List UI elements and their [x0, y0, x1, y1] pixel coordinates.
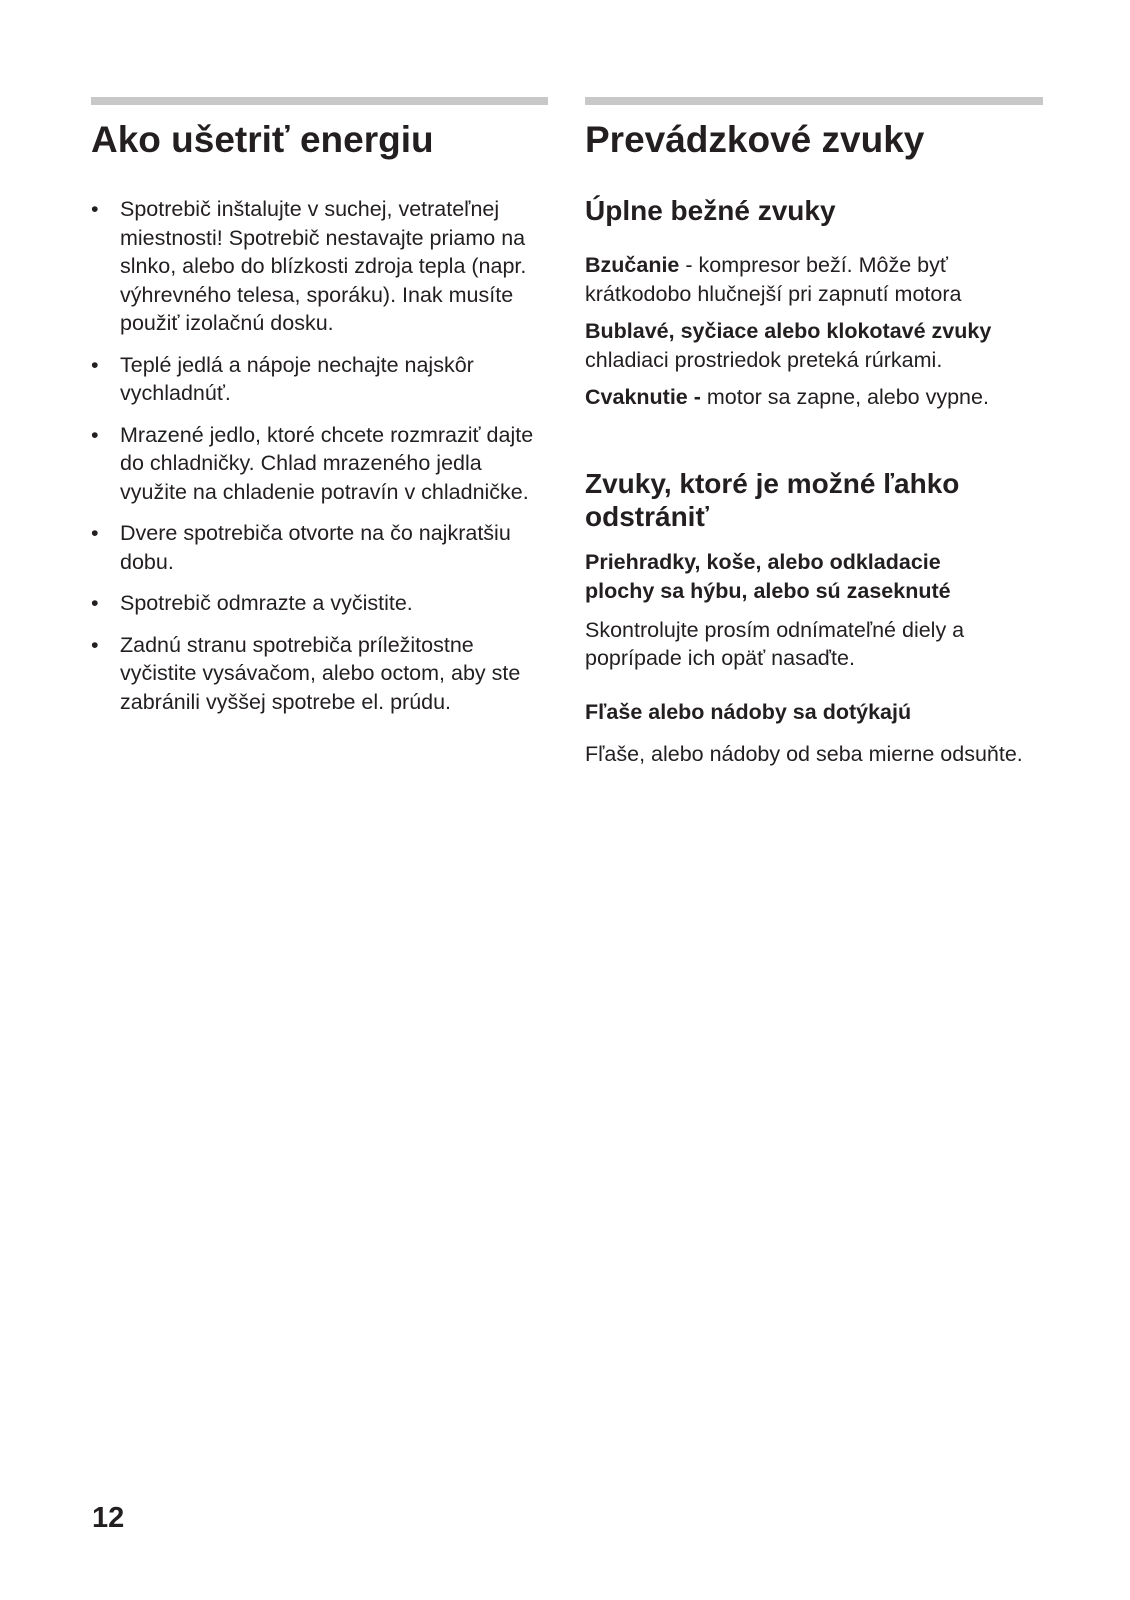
entry-text: - kompresor beží. Môže byť krátkodobo hlučnejší pri zapnutí motora [585, 253, 962, 306]
bullet-icon: • [91, 632, 99, 657]
list-item [91, 631, 548, 717]
subheading-line: odstrániť [585, 500, 709, 532]
entry-text: chladiaci prostriedok preteká rúrkami. [585, 347, 943, 372]
list-item-text: Spotrebič inštalujte v suchej, vetrateľnej miestnosti! Spotrebič nestavajte priamo na slnko, alebo do blízkosti zdroja tepla (napr. výhrevného telesa, sporáku). Inak musíte použiť izolačnú dosku. [120, 197, 527, 335]
subheading-normal-noises: Úplne bežné zvuky [585, 195, 836, 226]
entry-term: Bzučanie [585, 253, 680, 277]
bullet-icon: • [91, 352, 99, 377]
list-item-text: Dvere spotrebiča otvorte na čo najkratšiu dobu. [120, 521, 511, 574]
list-item [91, 519, 548, 576]
list-item [91, 351, 548, 408]
noise-entry-clicking [585, 383, 1043, 412]
item-heading-line: plochy sa hýbu, alebo sú zaseknuté [585, 578, 951, 603]
list-item [91, 421, 548, 507]
page-number: 12 [92, 1502, 125, 1534]
item-text-shelves: Skontrolujte prosím odnímateľné diely a poprípade ich opäť nasaďte. [585, 617, 965, 670]
subheading-line: Zvuky, ktoré je možné ľahko [585, 467, 960, 499]
section-rule [585, 97, 1043, 105]
noise-entry-buzzing [585, 251, 1043, 308]
list-item [91, 195, 548, 338]
left-column [91, 97, 548, 729]
bullet-icon: • [91, 422, 99, 447]
section-title-noises: Prevádzkové zvuky [585, 119, 925, 160]
entry-term: Cvaknutie - [585, 385, 707, 409]
list-item-text: Spotrebič odmrazte a vyčistite. [120, 591, 413, 615]
item-text-bottles: Fľaše, alebo nádoby od seba mierne odsuňte. [585, 741, 1023, 766]
entry-term: Bublavé, syčiace alebo klokotavé zvuky [585, 319, 992, 343]
right-column [585, 97, 1043, 768]
section-title-energy: Ako ušetriť energiu [91, 119, 434, 160]
energy-tips-list [91, 195, 548, 716]
bullet-icon: • [91, 591, 99, 615]
list-item-text: Zadnú stranu spotrebiča príležitostne vyčistite vysávačom, alebo octom, aby ste zabránili vyššej spotrebe el. prúdu. [120, 632, 521, 714]
item-heading-shelves [585, 548, 1043, 606]
bullet-icon: • [91, 521, 99, 545]
list-item-text: Teplé jedlá a nápoje nechajte najskôr vychladnúť. [120, 352, 474, 405]
entry-text: motor sa zapne, alebo vypne. [706, 385, 989, 409]
noise-entry-bubbling [585, 317, 1043, 374]
subheading-fixable-noises [585, 467, 1043, 533]
bullet-icon: • [91, 197, 99, 221]
item-heading-bottles: Fľaše alebo nádoby sa dotýkajú [585, 699, 912, 724]
list-item [91, 589, 548, 618]
list-item-text: Mrazené jedlo, ktoré chcete rozmraziť dajte do chladničky. Chlad mrazeného jedla využite na chladenie potravín v chladničke. [120, 422, 534, 504]
section-rule [91, 97, 548, 105]
item-heading-line: Priehradky, koše, alebo odkladacie [585, 549, 941, 574]
